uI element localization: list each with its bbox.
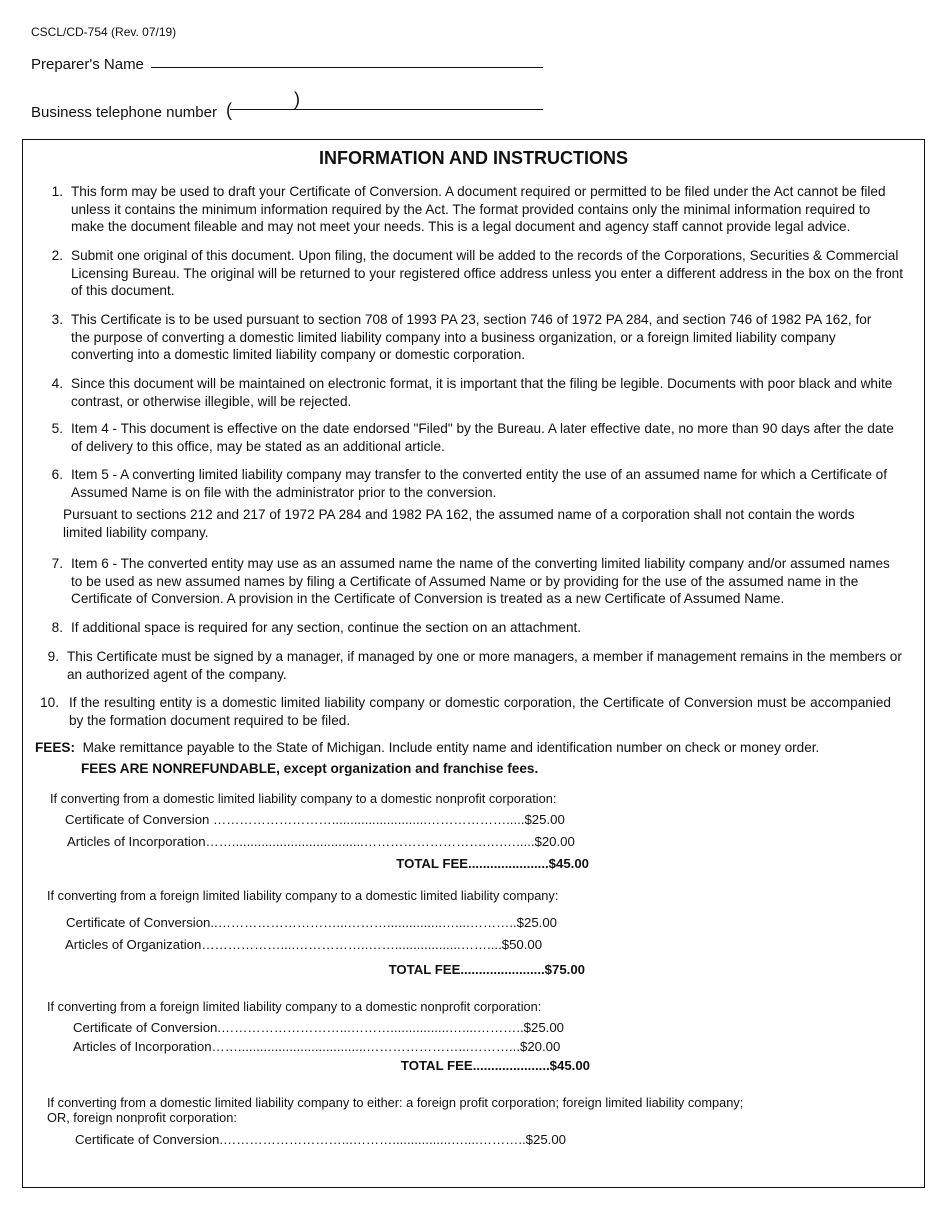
instruction-item [33, 375, 903, 411]
fee-condition: If converting from a domestic limited liability company to either: a foreign profit corporation; foreign limited liability company; [47, 1095, 744, 1110]
instruction-item [29, 694, 903, 730]
item-text: This Certificate must be signed by a manager, if managed by one or more managers, a member if management remains in the members or an authorized agent of the company. [67, 649, 902, 682]
item-text: Item 6 - The converted entity may use as an assumed name the name of the converting limited liability company and/or assumed names to be used as new assumed names by filing a Certificate of Assumed Name or by providing for the use of the assumed name in the Certificate of Conversion. A provision in the Certificate of Conversion is treated as a new Certificate of Assumed Name. [71, 556, 890, 606]
item-number: 6. [51, 467, 63, 482]
instructions-title: INFORMATION AND INSTRUCTIONS [319, 148, 628, 168]
instruction-item [33, 466, 903, 502]
item-text: If additional space is required for any section, continue the section on an attachment. [71, 620, 582, 635]
item-number: 4. [51, 376, 63, 391]
fees-nonrefundable: FEES ARE NONREFUNDABLE, except organization and franchise fees. [81, 761, 539, 776]
fee-row: Articles of Incorporation……...................................…………………...………...$20.00 [73, 1039, 561, 1054]
instruction-item [33, 183, 903, 238]
fee-condition: If converting from a domestic limited liability company to a domestic nonprofit corporation: [50, 791, 557, 806]
instruction-item [33, 619, 903, 639]
assumed-name-note: Pursuant to sections 212 and 217 of 1972 PA 284 and 1982 PA 162, the assumed name of a corporation shall not contain the words limited liability company. [63, 507, 855, 540]
item-text: Item 5 - A converting limited liability company may transfer to the converted entity the use of an assumed name for which a Certificate of Assumed Name is on file with the administrator prior to the conversion. [71, 467, 888, 500]
item-text: If the resulting entity is a domestic limited liability company or domestic corporation, the Certificate of Conversion must be accompanied by the formation document required to be filed. [69, 695, 891, 728]
fee-row: Articles of Incorporation……....................................……………………….….….....$20.00 [67, 834, 575, 849]
fee-row: Certificate of Conversion.………………………...………................…....………..$25.00 [75, 1132, 566, 1147]
phone-open-paren: ( [226, 100, 232, 120]
fees-text: Make remittance payable to the State of Michigan. Include entity name and identification number on check or money order. [82, 740, 820, 755]
item-number: 9. [47, 649, 59, 664]
item-number: 10. [40, 695, 59, 710]
item-number: 7. [51, 556, 63, 571]
fee-total: TOTAL FEE.......................$75.00 [388, 962, 585, 977]
fee-condition-continued: OR, foreign nonprofit corporation: [47, 1110, 237, 1125]
item-text: Item 4 - This document is effective on the date endorsed "Filed" by the Bureau. A later effective date, no more than 90 days after the date of delivery to this office, may be stated as an additional article. [71, 421, 894, 454]
fee-condition: If converting from a foreign limited liability company to a domestic nonprofit corporation: [47, 999, 542, 1014]
form-number: CSCL/CD-754 (Rev. 07/19) [31, 25, 177, 39]
phone-label: Business telephone number [31, 104, 217, 121]
fee-total: TOTAL FEE.....................$45.00 [400, 1058, 590, 1073]
item-number: 1. [51, 184, 63, 199]
phone-close-paren: ) [294, 89, 300, 109]
fees-label: FEES: [35, 740, 76, 755]
item-number: 2. [51, 248, 63, 263]
item-number: 8. [51, 620, 63, 635]
fees-line [35, 739, 915, 757]
instruction-item [29, 648, 903, 684]
fee-row: Articles of Organization………………....……………..……..................……....$50.00 [65, 937, 543, 952]
fee-row: Certificate of Conversion ………………………..........................……………….....$25.00 [65, 812, 565, 827]
item-text: This form may be used to draft your Certificate of Conversion. A document required or permitted to be filed under the Act cannot be filed unless it contains the minimum information required by the Act. The format provided contains only the minimal information required to make the document fileable and may not meet your needs. This is a legal document and agency staff cannot provide legal advice. [71, 184, 886, 234]
preparer-name-label: Preparer's Name [31, 56, 144, 73]
item-text: This Certificate is to be used pursuant to section 708 of 1993 PA 23, section 746 of 1972 PA 284, and section 746 of 1982 PA 162, for the purpose of converting a domestic limited liability company into a business organization, or a foreign limited liability company converting into a domestic limited liability company or domestic corporation. [71, 312, 872, 362]
item-text: Since this document will be maintained on electronic format, it is important that the filing be legible. Documents with poor black and white contrast, or otherwise illegible, will be rejected. [71, 376, 893, 409]
instruction-item [33, 420, 903, 456]
instruction-item [33, 247, 903, 302]
instruction-item [33, 311, 903, 366]
instruction-item [33, 555, 903, 610]
fee-total: TOTAL FEE......................$45.00 [396, 856, 589, 871]
fee-row: Certificate of Conversion..………………………...………...............…....………..$25.00 [66, 915, 557, 930]
instructions-box [22, 139, 925, 1188]
fee-row: Certificate of Conversion.………………………...………................…....………..$25.00 [73, 1020, 564, 1035]
phone-field[interactable] [230, 109, 543, 110]
fee-condition: If converting from a foreign limited liability company to a domestic limited liability company: [47, 888, 559, 903]
item-text: Submit one original of this document. Upon filing, the document will be added to the records of the Corporations, Securities & Commercial Licensing Bureau. The original will be returned to your registered office address unless you enter a different address in the box on the front of this document. [71, 248, 903, 298]
item-number: 5. [51, 421, 63, 436]
preparer-name-field[interactable] [151, 67, 543, 68]
item-number: 3. [51, 312, 63, 327]
